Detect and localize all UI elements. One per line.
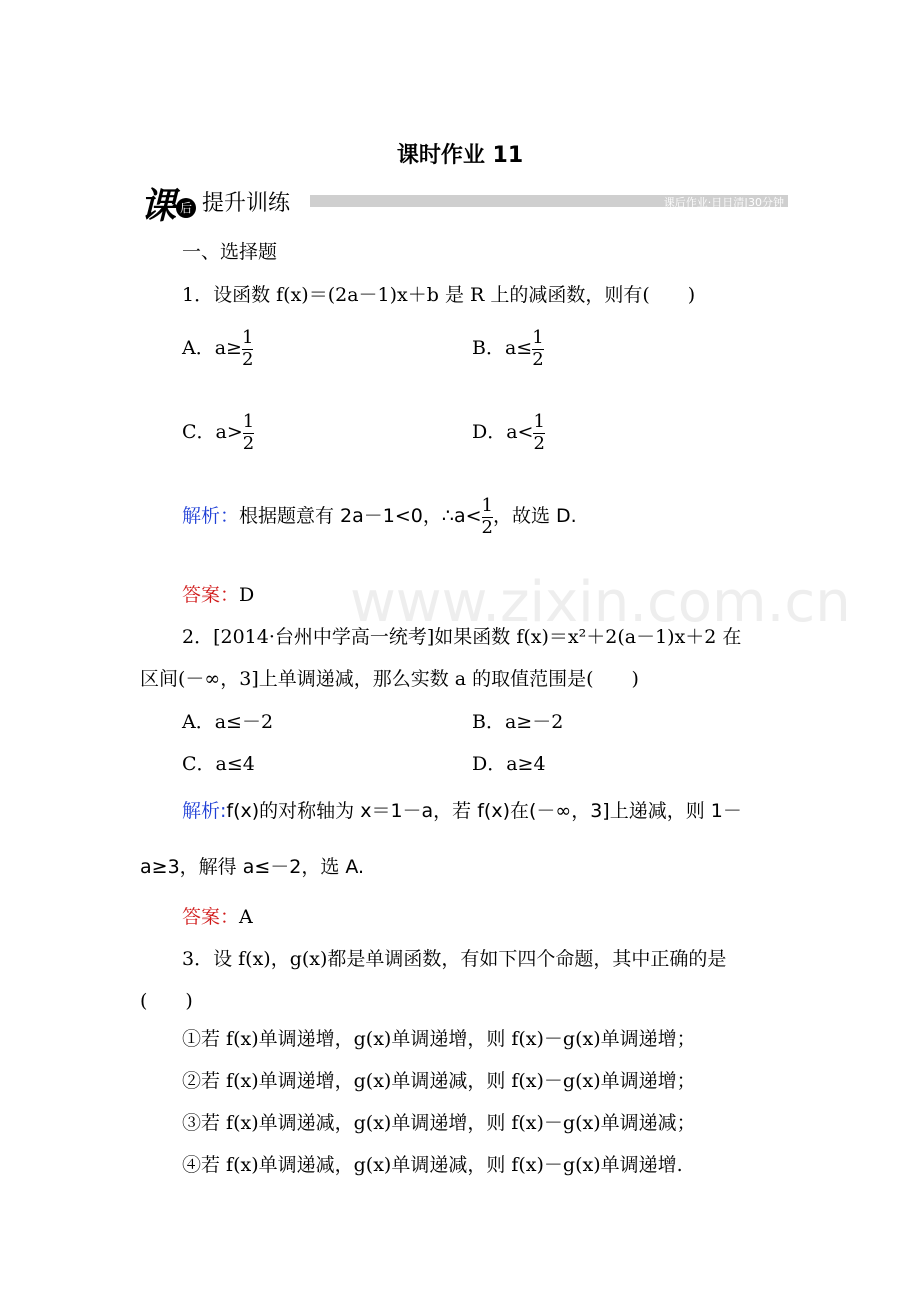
q2-option-b: B．a≥－2 <box>472 711 564 733</box>
answer-label: 答案： <box>182 584 240 606</box>
analysis-label: 解析： <box>182 505 240 528</box>
fraction: $\frac{1}{2}$ <box>242 411 255 454</box>
banner-logo: 课 <box>140 185 177 227</box>
answer-label: 答案： <box>182 906 240 928</box>
q3-proposition-4: ④若 f(x)单调递减，g(x)单调递减，则 f(x)－g(x)单调递增. <box>182 1154 683 1176</box>
page-title: 课时作业 11 <box>396 143 524 168</box>
banner-badge: 后 <box>176 198 196 218</box>
q1-option-b-label: B．a≤ <box>472 337 533 360</box>
banner-heading: 提升训练 <box>202 191 291 216</box>
fraction: $\frac{1}{2}$ <box>532 327 544 370</box>
q2-answer <box>182 902 253 929</box>
q3-stem-line1: 3．设 f(x)，g(x)都是单调函数，有如下四个命题，其中正确的是 <box>182 948 727 970</box>
q3-proposition-3: ③若 f(x)单调递减，g(x)单调递增，则 f(x)－g(x)单调递减； <box>182 1112 696 1134</box>
q1-option-c-label: C．a> <box>182 421 243 444</box>
q1-option-a <box>182 328 253 370</box>
q3-proposition-2: ②若 f(x)单调递增，g(x)单调递减，则 f(x)－g(x)单调递增； <box>182 1070 696 1092</box>
analysis-text: f(x)的对称轴为 x＝1－a，若 f(x)在(－∞，3]上递减，则 1－ <box>226 800 742 822</box>
fraction: $\frac{1}{2}$ <box>481 495 493 538</box>
q2-option-c: C．a≤4 <box>182 753 255 775</box>
analysis-label: 解析: <box>182 800 227 822</box>
answer-value: D <box>239 584 255 606</box>
q3-stem-line2: ( ) <box>140 990 193 1012</box>
fraction: $\frac{1}{2}$ <box>533 411 545 454</box>
q1-answer <box>182 580 254 607</box>
analysis-text: 根据题意有 2a－1<0，∴a< <box>239 505 482 528</box>
banner-tag: 课后作业·日日清|30分钟 <box>663 196 784 209</box>
section-heading: 一、选择题 <box>182 241 278 263</box>
q1-option-c <box>182 412 254 454</box>
fraction: $\frac{1}{2}$ <box>241 327 254 370</box>
q1-stem: 1．设函数 f(x)＝(2a－1)x＋b 是 R 上的减函数，则有( ) <box>182 284 696 306</box>
q1-option-d <box>472 412 545 454</box>
q1-option-a-label: A．a≥ <box>182 337 242 360</box>
q2-analysis <box>182 796 742 823</box>
q2-analysis-line2: a≥3，解得 a≤－2，选 A. <box>140 856 365 878</box>
q1-analysis <box>182 496 577 538</box>
watermark: www.zixin.com.cn <box>350 570 851 635</box>
q2-option-d: D．a≥4 <box>472 753 546 775</box>
q2-stem-line2: 区间(－∞，3]上单调递减，那么实数 a 的取值范围是( ) <box>140 668 639 690</box>
q1-option-b <box>472 328 544 370</box>
q1-option-d-label: D．a< <box>472 421 534 444</box>
q2-stem-line1: 2．[2014·台州中学高一统考]如果函数 f(x)＝x²＋2(a－1)x＋2 在 <box>182 626 742 648</box>
q3-proposition-1: ①若 f(x)单调递增，g(x)单调递增，则 f(x)－g(x)单调递增； <box>182 1028 696 1050</box>
answer-value: A <box>239 906 253 928</box>
q2-option-a: A．a≤－2 <box>182 711 274 733</box>
analysis-text-end: ，故选 D. <box>493 505 577 528</box>
